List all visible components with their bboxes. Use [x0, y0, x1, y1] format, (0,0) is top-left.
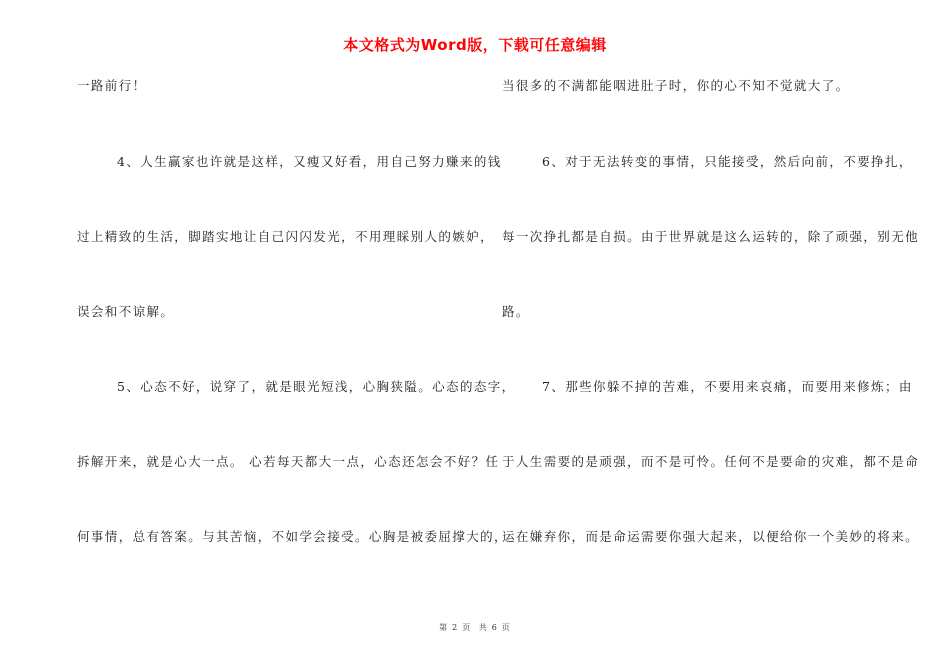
text-line: 当很多的不满都能咽进肚子时，你的心不知不觉就大了。 — [502, 78, 850, 93]
text-line: 7、那些你躲不掉的苦难，不要用来哀痛，而要用来修炼；由 — [542, 379, 913, 394]
text-line: 过上精致的生活，脚踏实地让自己闪闪发光，不用理睬别人的嫉妒， — [77, 229, 495, 244]
text-line: 4、人生赢家也许就是这样，又瘦又好看，用自己努力赚来的钱 — [117, 154, 502, 169]
text-line: 5、心态不好，说穿了，就是眼光短浅，心胸狭隘。心态的态字， — [117, 379, 516, 394]
text-line: 一路前行！ — [77, 78, 147, 93]
footer-page-current: 2 — [452, 623, 459, 632]
footer-page-prefix: 第 — [439, 623, 449, 632]
text-line: 路。 — [502, 304, 530, 319]
text-line: 运在嫌弃你，而是命运需要你强大起来，以便给你一个美妙的将来。 — [502, 529, 920, 544]
footer-page-unit: 页 — [462, 623, 472, 632]
text-line: 6、对于无法转变的事情，只能接受，然后向前，不要挣扎， — [542, 154, 913, 169]
footer-total-prefix: 共 — [478, 623, 488, 632]
text-line: 误会和不谅解。 — [77, 304, 175, 319]
footer-page-total: 6 — [491, 623, 498, 632]
text-line: 拆解开来，就是心大一点。 心若每天都大一点，心态还怎会不好？任 — [77, 454, 500, 469]
footer-total-unit: 页 — [501, 623, 511, 632]
page-header-title: 本文格式为Word版，下载可任意编辑 — [343, 36, 607, 54]
text-line: 每一次挣扎都是自损。由于世界就是这么运转的，除了顽强，别无他 — [502, 229, 920, 244]
text-line: 于人生需要的是顽强，而不是可怜。任何不是要命的灾难，都不是命 — [502, 454, 920, 469]
text-line: 何事情，总有答案。与其苦恼，不如学会接受。心胸是被委屈撑大的， — [77, 529, 508, 544]
page-footer — [0, 622, 950, 633]
